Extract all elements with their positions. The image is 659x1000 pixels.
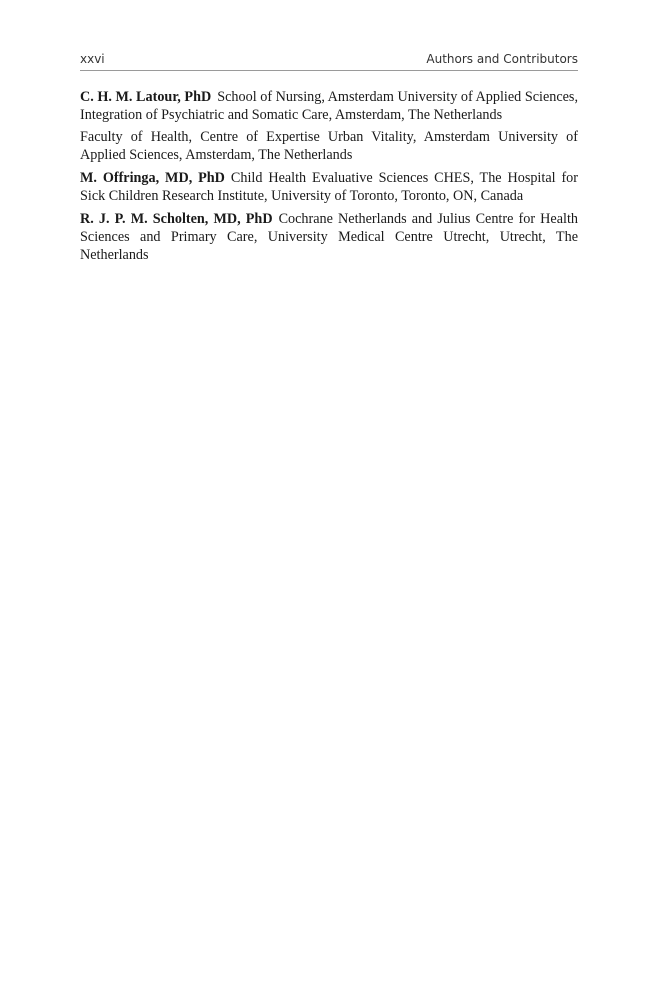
running-title: Authors and Contributors [426, 52, 578, 66]
contributor-affiliation: School of Nursing, Amsterdam University of Applied Sciences, Integration of Psychiatric and Somatic Care, Amsterdam, The Netherlands [80, 89, 578, 123]
contributor-entry [80, 210, 578, 264]
contributor-affiliation: Child Health Evaluative Sciences CHES, The Hospital for Sick Children Research Institute, University of Toronto, Toronto, ON, Canada [80, 170, 578, 204]
page-number: xxvi [80, 52, 105, 66]
page-header [80, 50, 578, 71]
contributor-name: R. J. P. M. Scholten, MD, PhD [80, 211, 273, 227]
contributor-entry [80, 169, 578, 205]
contributor-affiliation: Cochrane Netherlands and Julius Centre for Health Sciences and Primary Care, University Medical Centre Utrecht, Utrecht, The Netherlands [80, 211, 578, 263]
contributors-list [80, 88, 578, 269]
contributor-name: M. Offringa, MD, PhD [80, 170, 225, 186]
contributor-affiliation: Faculty of Health, Centre of Expertise Urban Vitality, Amsterdam University of Applied Sciences, Amsterdam, The Netherlands [80, 129, 578, 163]
contributor-entry [80, 88, 578, 164]
contributor-name: C. H. M. Latour, PhD [80, 89, 212, 105]
